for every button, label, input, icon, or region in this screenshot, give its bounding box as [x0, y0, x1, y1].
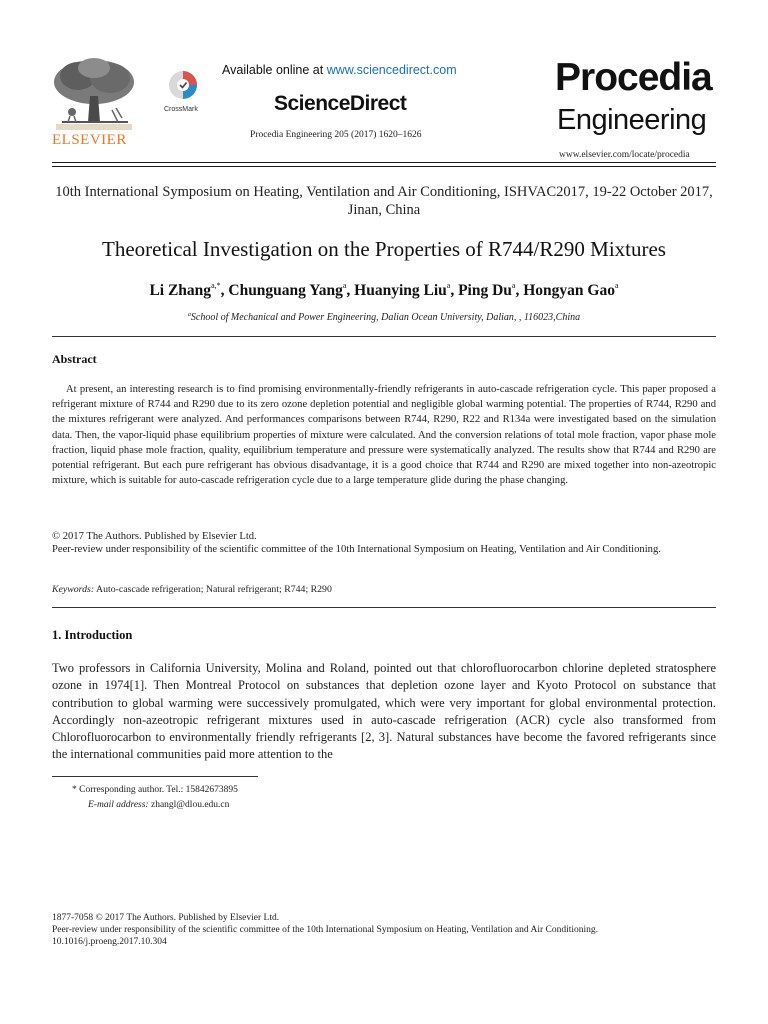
keywords-label: Keywords: [52, 584, 95, 595]
peer-review-line: Peer-review under responsibility of the scientific committee of the 10th International Symposium on Heating, Ventilation and Air Conditioning. [52, 544, 661, 556]
author-name: Ping Du [458, 282, 512, 299]
author-affil-marker: a [342, 281, 347, 290]
journal-url-link[interactable]: www.elsevier.com/locate/procedia [559, 150, 690, 160]
author-affil-marker: a,* [211, 281, 221, 290]
keywords-divider [52, 607, 716, 608]
abstract-heading: Abstract [52, 352, 97, 366]
author-name: Huanying Liu [354, 282, 447, 299]
available-online-prefix: Available online at [222, 63, 327, 77]
author-affil-marker: a [614, 281, 619, 290]
header-divider [52, 162, 716, 163]
affiliation-text: School of Mechanical and Power Engineering, Dalian Ocean University, Dalian, , 116023,China [190, 312, 581, 323]
copyright-block [52, 530, 716, 557]
abstract-body: At present, an interesting research is to find promising environmentally-friendly refrigerants in auto-cascade refrigeration cycle. This paper proposed a refrigerant mixture of R744 and R290 due to its zero ozone depletion potential and negligible global warming potential. The properties of R744, R290 and the mixtures refrigerant were analyzed. And performances comparisons between R744, R290, R22 and R134a were investigated based on the simulation data. Then, the vapor-liquid phase equilibrium properties of mixture were calculated. And the conversion relations of total mole fraction, vapor phase mole fraction, liquid phase mole fraction, quality, equilibrium temperature and pressure were systematically analyzed. The results show that R744 and R290 are potential refrigerant. But each pure refrigerant has obvious disadvantage, it is a good choice that R744 and R290 are mixed together into non-azeotropic mixture, which is suitable for auto-cascade refrigeration cycle due to a large temperature glide during the phase changing. [52, 384, 716, 487]
email-note [88, 800, 229, 810]
conference-line: 10th International Symposium on Heating, Ventilation and Air Conditioning, ISHVAC2017, 19-22 October 2017, Jinan, China [55, 184, 713, 218]
doi-link[interactable]: 10.1016/j.proeng.2017.10.304 [52, 937, 167, 948]
crossmark-label: CrossMark [164, 106, 198, 113]
journal-name-line2: Engineering [557, 104, 707, 136]
author-list: Li Zhang$^{a,*}$, Chunguang Yang$^a$, Huanying Liu$^a$, Ping Du$^a$, Hongyan Gao$^a$ [149, 281, 619, 299]
article-title: Theoretical Investigation on the Properties of R744/R290 Mixtures [102, 237, 666, 261]
corresponding-author-note: * Corresponding author. Tel.: 15842673895 [72, 785, 238, 795]
sciencedirect-link[interactable]: www.sciencedirect.com [326, 63, 457, 77]
introduction-body: Two professors in California University, Molina and Roland, pointed out that chlorofluorocarbon chlorine depleted stratosphere ozone in 1974[1]. Then Montreal Protocol on substances that depletion ozone layer and Kyoto Protocol on substance that contribution to global warming were successively promulgated, which were very important for global environmental protection. Accordingly non-azeotropic refrigerant mixtures used in auto-cascade refrigeration (ACR) cycle also transformed from Chlorofluorocarbon to environmentally friendly refrigerants [2, 3]. Natural substances have become the favored refrigerants since the international communities paid more attention to the [52, 661, 716, 762]
section-heading-introduction: 1. Introduction [52, 628, 133, 642]
bottom-info-block [52, 912, 716, 949]
author-name: Li Zhang [149, 282, 212, 299]
author-name: Chunguang Yang [228, 282, 343, 299]
crossmark-icon[interactable] [168, 70, 198, 100]
issn-line: 1877-7058 © 2017 The Authors. Published by Elsevier Ltd. [52, 913, 280, 923]
journal-name-line1: Procedia [555, 56, 712, 99]
author-affil-marker: a [446, 281, 451, 290]
footnote-divider [52, 776, 258, 777]
email-address[interactable]: zhangl@dlou.edu.cn [148, 800, 230, 810]
keywords-text: Auto-cascade refrigeration; Natural refrigerant; R744; R290 [94, 584, 332, 595]
available-online-line [222, 63, 457, 77]
affiliation [40, 312, 728, 323]
author-name: Hongyan Gao [523, 282, 615, 299]
bottom-peer-review: Peer-review under responsibility of the scientific committee of the 10th International Symposium on Heating, Ventilation and Air Conditioning. [52, 925, 599, 936]
affiliation-marker: a [187, 312, 191, 318]
citation-line: Procedia Engineering 205 (2017) 1620–1626 [250, 130, 422, 140]
email-label: E-mail address: [88, 800, 149, 810]
header-divider-2 [52, 166, 716, 167]
copyright-line: © 2017 The Authors. Published by Elsevier Ltd. [52, 531, 257, 542]
keywords-line [52, 584, 716, 595]
elsevier-tree-logo [48, 56, 140, 132]
elsevier-wordmark: ELSEVIER [52, 132, 127, 148]
author-affil-marker: a [511, 281, 516, 290]
affiliation-divider [52, 336, 716, 337]
sciencedirect-brand: ScienceDirect [274, 92, 407, 115]
